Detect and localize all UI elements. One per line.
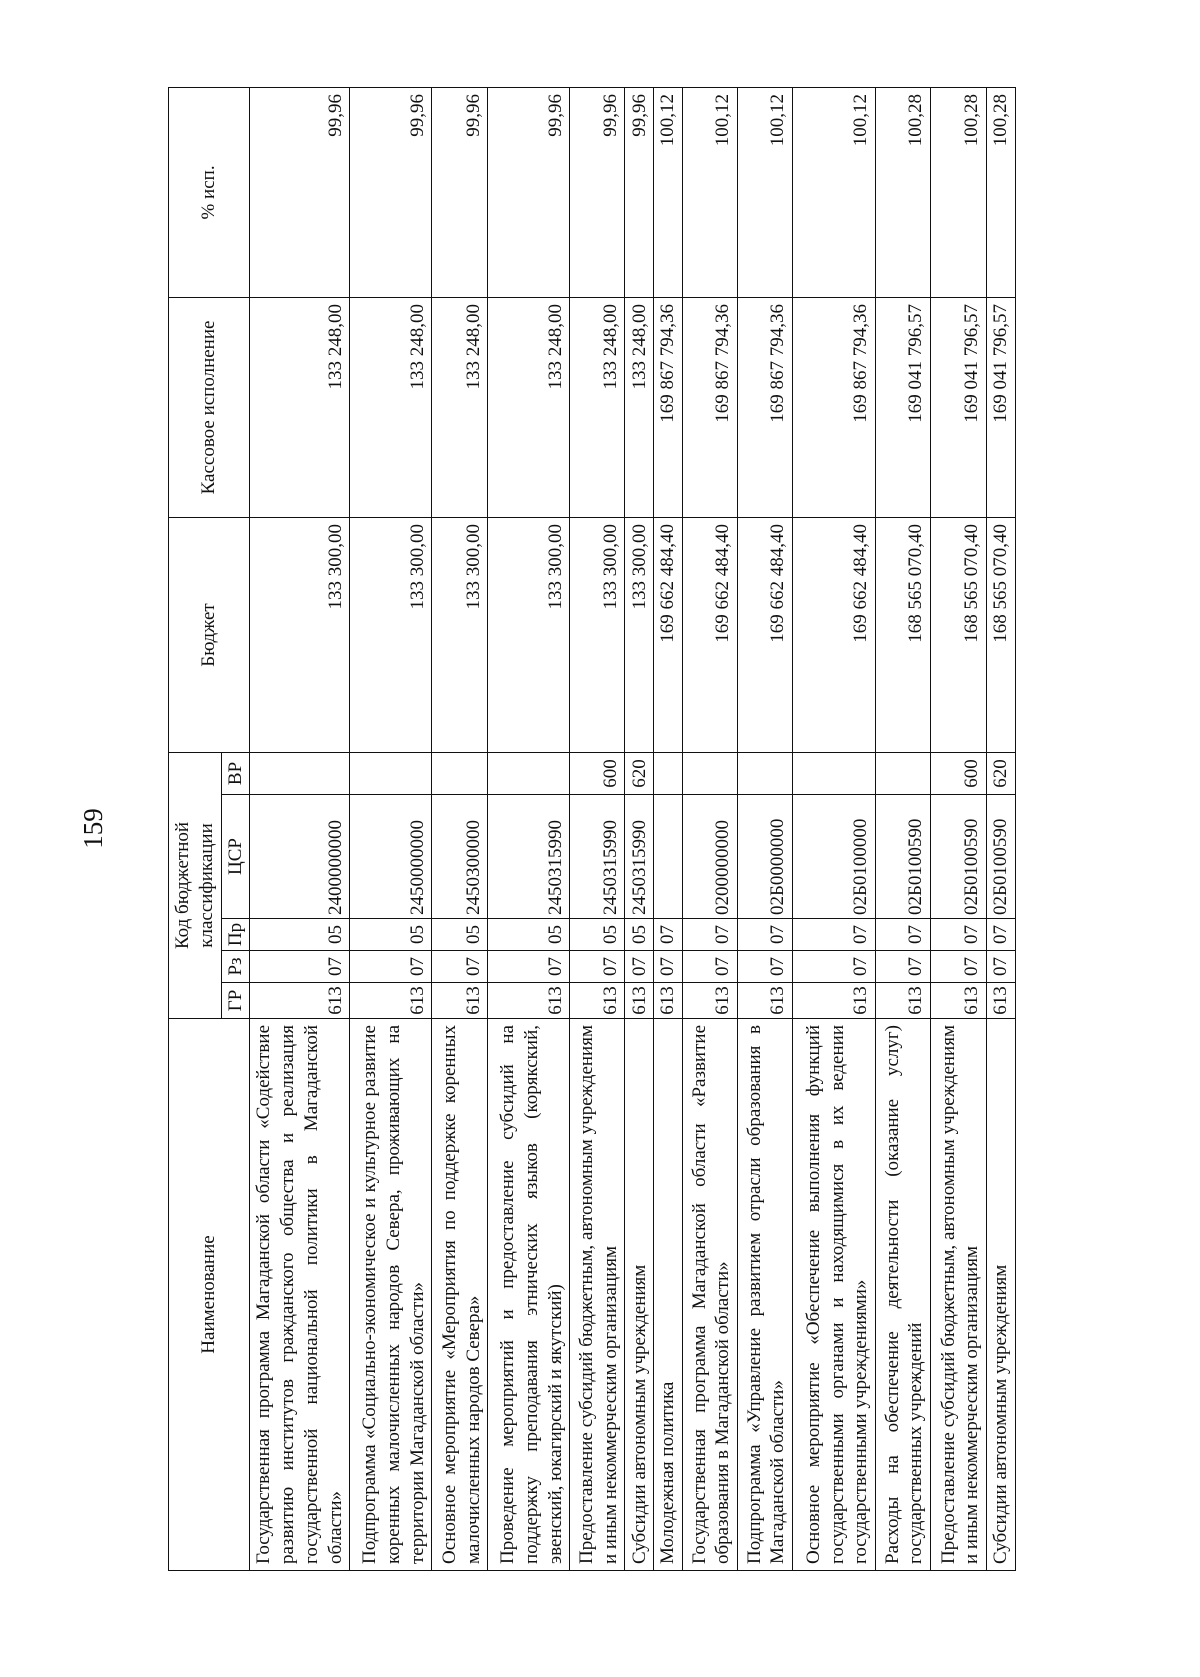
row-rz: 07 xyxy=(350,951,432,983)
row-execution: 133 248,00 xyxy=(250,297,350,517)
row-name: Предоставление субсидий бюджетным, автономным учреждениям и иным некоммерческим организациям xyxy=(931,1019,987,1571)
row-percent: 100,28 xyxy=(876,87,931,297)
header-vr: ВР xyxy=(221,752,250,794)
row-csr: 0200000000 xyxy=(683,795,738,919)
row-csr: 2400000000 xyxy=(250,795,350,919)
row-budget: 133 300,00 xyxy=(488,517,570,752)
row-gr: 613 xyxy=(350,983,432,1019)
row-execution: 169 041 796,57 xyxy=(987,297,1016,517)
row-name: Предоставление субсидий бюджетным, автономным учреждениям и иным некоммерческим организациям xyxy=(570,1019,625,1571)
row-percent: 100,28 xyxy=(931,87,987,297)
row-rz: 07 xyxy=(488,951,570,983)
row-pr: 07 xyxy=(683,919,738,951)
row-percent: 100,12 xyxy=(654,87,683,297)
row-rz: 07 xyxy=(876,951,931,983)
row-pr: 05 xyxy=(250,919,350,951)
row-rz: 07 xyxy=(625,951,654,983)
row-name: Субсидии автономным учреждениям xyxy=(625,1019,654,1571)
row-csr: 02Б0100590 xyxy=(876,795,931,919)
row-csr: 02Б0000000 xyxy=(738,795,793,919)
row-rz: 07 xyxy=(738,951,793,983)
row-vr xyxy=(654,752,683,794)
row-percent: 99,96 xyxy=(432,87,488,297)
row-pr: 07 xyxy=(987,919,1016,951)
table-row xyxy=(876,87,931,1570)
row-gr: 613 xyxy=(987,983,1016,1019)
row-execution: 169 867 794,36 xyxy=(793,297,876,517)
row-execution: 169 867 794,36 xyxy=(738,297,793,517)
row-vr: 620 xyxy=(625,752,654,794)
row-rz: 07 xyxy=(931,951,987,983)
row-gr: 613 xyxy=(738,983,793,1019)
row-execution: 169 867 794,36 xyxy=(654,297,683,517)
row-name: Расходы на обеспечение деятельности (оказание услуг) государственных учреждений xyxy=(876,1019,931,1571)
table-row xyxy=(570,87,625,1570)
row-percent: 100,12 xyxy=(793,87,876,297)
row-pr: 05 xyxy=(350,919,432,951)
row-budget: 169 662 484,40 xyxy=(793,517,876,752)
table-row xyxy=(488,87,570,1570)
row-csr: 2450315990 xyxy=(625,795,654,919)
row-gr: 613 xyxy=(793,983,876,1019)
row-execution: 133 248,00 xyxy=(350,297,432,517)
table-row xyxy=(683,87,738,1570)
row-rz: 07 xyxy=(987,951,1016,983)
row-pr: 05 xyxy=(570,919,625,951)
row-vr: 600 xyxy=(931,752,987,794)
row-rz: 07 xyxy=(793,951,876,983)
row-pr: 05 xyxy=(488,919,570,951)
table-row xyxy=(738,87,793,1570)
row-csr: 2450315990 xyxy=(570,795,625,919)
row-percent: 99,96 xyxy=(350,87,432,297)
header-csr: ЦСР xyxy=(221,795,250,919)
row-execution: 133 248,00 xyxy=(488,297,570,517)
header-name: Наименование xyxy=(169,1019,250,1571)
row-pr: 07 xyxy=(793,919,876,951)
row-gr: 613 xyxy=(488,983,570,1019)
row-budget: 133 300,00 xyxy=(570,517,625,752)
header-code-group: Код бюджетной классификации xyxy=(169,752,222,1018)
row-pr: 07 xyxy=(738,919,793,951)
row-gr: 613 xyxy=(250,983,350,1019)
row-percent: 99,96 xyxy=(570,87,625,297)
row-percent: 100,12 xyxy=(738,87,793,297)
row-vr xyxy=(488,752,570,794)
row-rz: 07 xyxy=(654,951,683,983)
row-execution: 133 248,00 xyxy=(570,297,625,517)
row-csr: 02Б0100000 xyxy=(793,795,876,919)
table-row xyxy=(793,87,876,1570)
row-rz: 07 xyxy=(683,951,738,983)
row-budget: 169 662 484,40 xyxy=(683,517,738,752)
row-execution: 133 248,00 xyxy=(625,297,654,517)
table-row xyxy=(654,87,683,1570)
row-gr: 613 xyxy=(931,983,987,1019)
table-row xyxy=(250,87,350,1570)
table-row xyxy=(432,87,488,1570)
row-gr: 613 xyxy=(625,983,654,1019)
row-budget: 169 662 484,40 xyxy=(738,517,793,752)
row-vr: 620 xyxy=(987,752,1016,794)
row-budget: 133 300,00 xyxy=(250,517,350,752)
row-percent: 99,96 xyxy=(488,87,570,297)
row-name: Государственная программа Магаданской области «Развитие образования в Магаданской области» xyxy=(683,1019,738,1571)
header-pr: Пр xyxy=(221,919,250,951)
row-execution: 169 041 796,57 xyxy=(876,297,931,517)
row-vr xyxy=(683,752,738,794)
row-budget: 168 565 070,40 xyxy=(931,517,987,752)
row-gr: 613 xyxy=(683,983,738,1019)
row-vr xyxy=(738,752,793,794)
header-percent: % исп. xyxy=(169,87,250,297)
budget-table xyxy=(168,87,1016,1571)
row-name: Государственная программа Магаданской области «Содействие развитию институтов гражданского общества и реализация государственной национальной политики в Магаданской области» xyxy=(250,1019,350,1571)
table-row xyxy=(987,87,1016,1570)
row-execution: 169 041 796,57 xyxy=(931,297,987,517)
row-gr: 613 xyxy=(432,983,488,1019)
row-csr xyxy=(654,795,683,919)
table-row xyxy=(625,87,654,1570)
row-csr: 2450315990 xyxy=(488,795,570,919)
row-vr xyxy=(350,752,432,794)
row-name: Основное мероприятие «Мероприятия по поддержке коренных малочисленных народов Севера» xyxy=(432,1019,488,1571)
row-name: Субсидии автономным учреждениям xyxy=(987,1019,1016,1571)
header-rz: Рз xyxy=(221,951,250,983)
row-rz: 07 xyxy=(432,951,488,983)
row-budget: 133 300,00 xyxy=(350,517,432,752)
row-vr xyxy=(250,752,350,794)
budget-table-container xyxy=(168,88,1011,1571)
budget-table-rotated xyxy=(168,88,1011,1571)
row-name: Основное мероприятие «Обеспечение выполнения функций государственными органами и находящимися в их ведении государственными учреждениями» xyxy=(793,1019,876,1571)
row-name: Проведение мероприятий и предоставление субсидий на поддержку преподавания этнических языков (корякский, эвенский, юкагирский и якутский) xyxy=(488,1019,570,1571)
row-budget: 133 300,00 xyxy=(432,517,488,752)
row-budget: 133 300,00 xyxy=(625,517,654,752)
row-percent: 100,28 xyxy=(987,87,1016,297)
row-name: Подпрограмма «Социально-экономическое и культурное развитие коренных малочисленных народов Севера, проживающих на территории Магаданской области» xyxy=(350,1019,432,1571)
row-csr: 2450000000 xyxy=(350,795,432,919)
row-pr: 05 xyxy=(625,919,654,951)
header-execution: Кассовое исполнение xyxy=(169,297,250,517)
row-rz: 07 xyxy=(250,951,350,983)
header-budget: Бюджет xyxy=(169,517,250,752)
table-row xyxy=(350,87,432,1570)
row-vr xyxy=(432,752,488,794)
row-execution: 133 248,00 xyxy=(432,297,488,517)
row-rz: 07 xyxy=(570,951,625,983)
row-pr: 05 xyxy=(432,919,488,951)
row-csr: 02Б0100590 xyxy=(987,795,1016,919)
row-pr: 07 xyxy=(876,919,931,951)
row-pr: 07 xyxy=(654,919,683,951)
row-execution: 169 867 794,36 xyxy=(683,297,738,517)
header-gr: ГР xyxy=(221,983,250,1019)
header-row-top xyxy=(169,87,222,1570)
page-number xyxy=(78,798,108,858)
row-csr: 02Б0100590 xyxy=(931,795,987,919)
row-gr: 613 xyxy=(876,983,931,1019)
row-pr: 07 xyxy=(931,919,987,951)
row-percent: 100,12 xyxy=(683,87,738,297)
row-name: Молодежная политика xyxy=(654,1019,683,1571)
row-vr xyxy=(793,752,876,794)
row-vr: 600 xyxy=(570,752,625,794)
page-number-text: 159 xyxy=(77,807,108,849)
table-row xyxy=(931,87,987,1570)
row-budget: 169 662 484,40 xyxy=(654,517,683,752)
row-csr: 2450300000 xyxy=(432,795,488,919)
row-vr xyxy=(876,752,931,794)
row-percent: 99,96 xyxy=(625,87,654,297)
row-gr: 613 xyxy=(654,983,683,1019)
row-budget: 168 565 070,40 xyxy=(876,517,931,752)
row-gr: 613 xyxy=(570,983,625,1019)
row-name: Подпрограмма «Управление развитием отрасли образования в Магаданской области» xyxy=(738,1019,793,1571)
row-percent: 99,96 xyxy=(250,87,350,297)
row-budget: 168 565 070,40 xyxy=(987,517,1016,752)
